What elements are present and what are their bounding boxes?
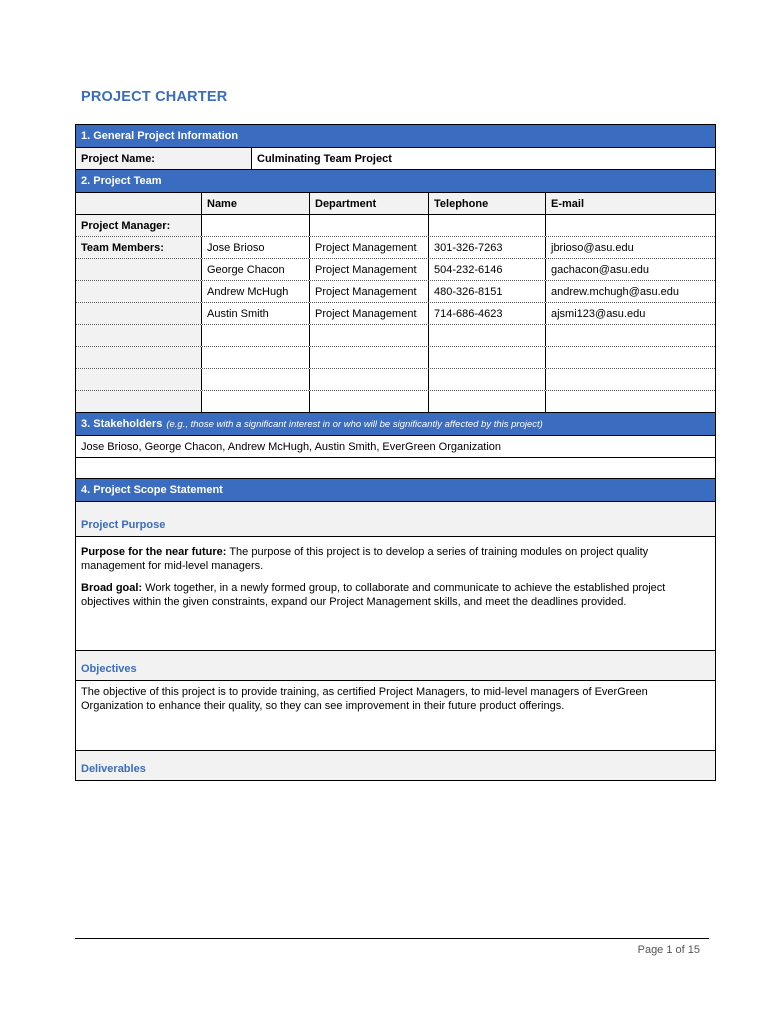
- member-department: Project Management: [310, 237, 429, 258]
- empty-cell: [429, 347, 546, 368]
- stakeholders-text: Jose Brioso, George Chacon, Andrew McHugh, Austin Smith, EverGreen Organization: [76, 436, 715, 458]
- stakeholders-empty-row: [76, 458, 715, 479]
- member-email: andrew.mchugh@asu.edu: [551, 285, 679, 298]
- document-title: PROJECT CHARTER: [81, 89, 228, 105]
- member-email: gachacon@asu.edu: [551, 263, 650, 276]
- team-header-row: [76, 193, 715, 215]
- team-members-label: Team Members:: [76, 237, 202, 258]
- empty-cell: [546, 325, 715, 346]
- empty-cell: [310, 369, 429, 390]
- team-role-empty: [76, 259, 202, 280]
- team-header-role: [76, 193, 202, 214]
- team-role-empty: [76, 303, 202, 324]
- team-header-name: Name: [202, 193, 310, 214]
- project-purpose-heading-label: Project Purpose: [81, 519, 166, 531]
- team-row-empty: [76, 391, 715, 413]
- near-future-text: The purpose of this project is to develop a series of training modules on project quality management for mid-level managers.: [81, 546, 649, 572]
- member-department: Project Management: [310, 259, 429, 280]
- objectives-text: The objective of this project is to provide training, as certified Project Managers, to mid-level managers of EverGreen Organization to enhance their quality, so they can see improvement in their future product offerings.: [81, 686, 648, 712]
- empty-cell: [429, 369, 546, 390]
- project-name-row: [76, 148, 715, 170]
- broad-goal-label: Broad goal:: [81, 582, 143, 594]
- team-header-telephone: Telephone: [429, 193, 546, 214]
- section-scope-statement-label: 4. Project Scope Statement: [81, 484, 223, 496]
- member-telephone: 480-326-8151: [429, 281, 546, 302]
- empty-cell: [546, 391, 715, 412]
- member-email: jbrioso@asu.edu: [551, 241, 634, 254]
- team-row-member: [76, 259, 715, 281]
- deliverables-heading: [76, 751, 715, 780]
- section-stakeholders-note: (e.g., those with a significant interest in or who will be significantly affected by this project): [166, 418, 543, 430]
- team-row-empty: [76, 347, 715, 369]
- objectives-heading-label: Objectives: [81, 663, 137, 675]
- team-row-member: [76, 237, 715, 259]
- objectives-heading: [76, 651, 715, 681]
- member-telephone: 504-232-6146: [429, 259, 546, 280]
- broad-goal-paragraph: [81, 581, 710, 609]
- empty-cell: [546, 369, 715, 390]
- section-stakeholders: [76, 413, 715, 436]
- team-row-empty: [76, 325, 715, 347]
- near-future-label: Purpose for the near future:: [81, 546, 227, 558]
- team-role-empty: [76, 347, 202, 368]
- manager-telephone: [429, 215, 546, 236]
- project-manager-label: Project Manager:: [76, 215, 202, 236]
- section-general-info-label: 1. General Project Information: [81, 130, 239, 142]
- member-telephone: 714-686-4623: [429, 303, 546, 324]
- empty-cell: [310, 347, 429, 368]
- member-telephone: 301-326-7263: [429, 237, 546, 258]
- project-name-value: Culminating Team Project: [257, 152, 392, 165]
- page-number: Page 1 of 15: [637, 944, 700, 956]
- team-role-empty: [76, 325, 202, 346]
- empty-cell: [429, 391, 546, 412]
- team-role-empty: [76, 391, 202, 412]
- team-header-department: Department: [310, 193, 429, 214]
- empty-cell: [310, 391, 429, 412]
- project-charter-table: [75, 124, 716, 781]
- team-row-manager: [76, 215, 715, 237]
- broad-goal-text: Work together, in a newly formed group, to collaborate and communicate to achieve the established project objectives within the given constraints, expand our Project Management skills, and meet the deadlines provided.: [81, 582, 666, 608]
- empty-cell: [202, 325, 310, 346]
- member-name: Jose Brioso: [202, 237, 310, 258]
- footer-divider: [75, 938, 709, 939]
- deliverables-heading-label: Deliverables: [81, 763, 146, 775]
- team-role-empty: [76, 281, 202, 302]
- section-project-team: [76, 170, 715, 193]
- team-row-empty: [76, 369, 715, 391]
- member-name: Austin Smith: [202, 303, 310, 324]
- member-department: Project Management: [310, 303, 429, 324]
- member-email: ajsmi123@asu.edu: [551, 307, 646, 320]
- team-header-email: E-mail: [551, 197, 585, 210]
- member-name: Andrew McHugh: [202, 281, 310, 302]
- manager-department: [310, 215, 429, 236]
- project-name-label: Project Name:: [76, 148, 252, 169]
- empty-cell: [429, 325, 546, 346]
- objectives-body: [76, 681, 715, 751]
- team-row-member: [76, 303, 715, 325]
- project-purpose-heading: [76, 502, 715, 537]
- member-department: Project Management: [310, 281, 429, 302]
- section-general-info: [76, 125, 715, 148]
- empty-cell: [310, 325, 429, 346]
- empty-cell: [202, 347, 310, 368]
- section-stakeholders-label: 3. Stakeholders: [81, 418, 163, 430]
- team-row-member: [76, 281, 715, 303]
- team-role-empty: [76, 369, 202, 390]
- near-future-paragraph: [81, 545, 710, 573]
- empty-cell: [202, 391, 310, 412]
- empty-cell: [202, 369, 310, 390]
- section-scope-statement: [76, 479, 715, 502]
- empty-cell: [546, 347, 715, 368]
- manager-name: [202, 215, 310, 236]
- project-purpose-body: [76, 537, 715, 651]
- section-project-team-label: 2. Project Team: [81, 175, 162, 187]
- member-name: George Chacon: [202, 259, 310, 280]
- manager-email: [546, 215, 715, 236]
